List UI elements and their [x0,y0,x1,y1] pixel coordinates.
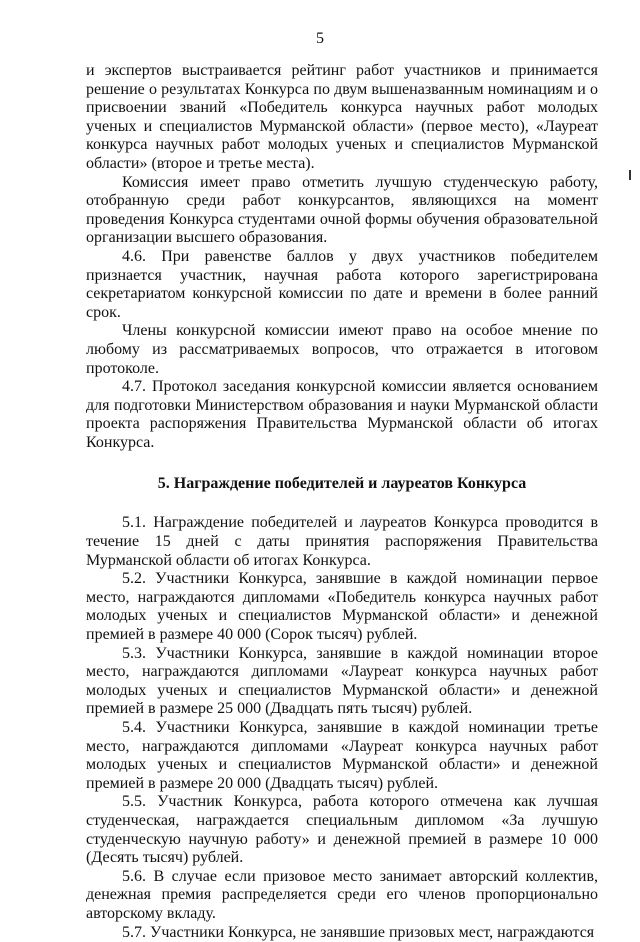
paragraph-4-7: 4.7. Протокол заседания конкурсной комиссии является основанием для подготовки Министерством образования и науки Мурманской области проекта распоряжения Правительства Мурманской области об итогах Конкурса. [86,378,598,451]
paragraph-4-6: 4.6. При равенстве баллов у двух участников победителем признается участник, научная работа которого зарегистрирована секретариатом конкурсной комиссии по дате и времени в более ранний срок. [86,247,598,321]
paragraph-rating-decision: и экспертов выстраивается рейтинг работ участников и принимается решение о результатах Конкурса по двум вышеназванным номинациям и о присвоении званий «Победитель конкурса научных работ молодых ученых и специалистов Мурманской области» (первое место), «Лауреат конкурса научных работ молодых ученых и специалистов Мурманской области» (второе и третье места). [86,62,598,172]
margin-mark [629,170,631,180]
section-heading: 5. Награждение победителей и лауреатов Конкурса [157,475,527,493]
document-body [86,62,598,942]
paragraph-student-work: Комиссия имеет право отметить лучшую студенческую работу, отобранную среди работ конкурсантов, являющихся на момент проведения Конкурса студентами очной формы обучения образовательной организации высшего образования. [86,173,598,247]
paragraph-5-1: 5.1. Награждение победителей и лауреатов Конкурса проводится в течение 15 дней с даты принятия распоряжения Правительства Мурманской области об итогах Конкурса. [86,514,598,569]
paragraph-5-6: 5.6. В случае если призовое место занимает авторский коллектив, денежная премия распределяется среди его членов пропорционально авторскому вкладу. [86,867,598,922]
paragraph-5-7: 5.7. Участники Конкурса, не занявшие призовых мест, награждаются [122,923,595,941]
paragraph-special-opinion: Члены конкурсной комиссии имеют право на особое мнение по любому из рассматриваемых вопросов, что отражается в итоговом протоколе. [86,322,598,377]
page-number: 5 [316,30,324,47]
paragraph-5-4: 5.4. Участники Конкурса, занявшие в каждой номинации третье место, награждаются дипломами «Лауреат конкурса научных работ молодых ученых и специалистов Мурманской области» и денежной премией в размере 20 000 (Двадцать тысяч) рублей. [86,719,598,792]
paragraph-5-3: 5.3. Участники Конкурса, занявшие в каждой номинации второе место, награждаются дипломами «Лауреат конкурса научных работ молодых ученых и специалистов Мурманской области» и денежной премией в размере 25 000 (Двадцать пять тысяч) рублей. [86,644,598,718]
paragraph-5-2: 5.2. Участники Конкурса, занявшие в каждой номинации первое место, награждаются дипломами «Победитель конкурса научных работ молодых ученых и специалистов Мурманской области» и денежной премией в размере 40 000 (Сорок тысяч) рублей. [86,570,598,644]
paragraph-5-5: 5.5. Участник Конкурса, работа которого отмечена как лучшая студенческая, награждается специальным дипломом «За лучшую студенческую научную работу» и денежной премией в размере 10 000 (Десять тысяч) рублей. [86,793,598,867]
